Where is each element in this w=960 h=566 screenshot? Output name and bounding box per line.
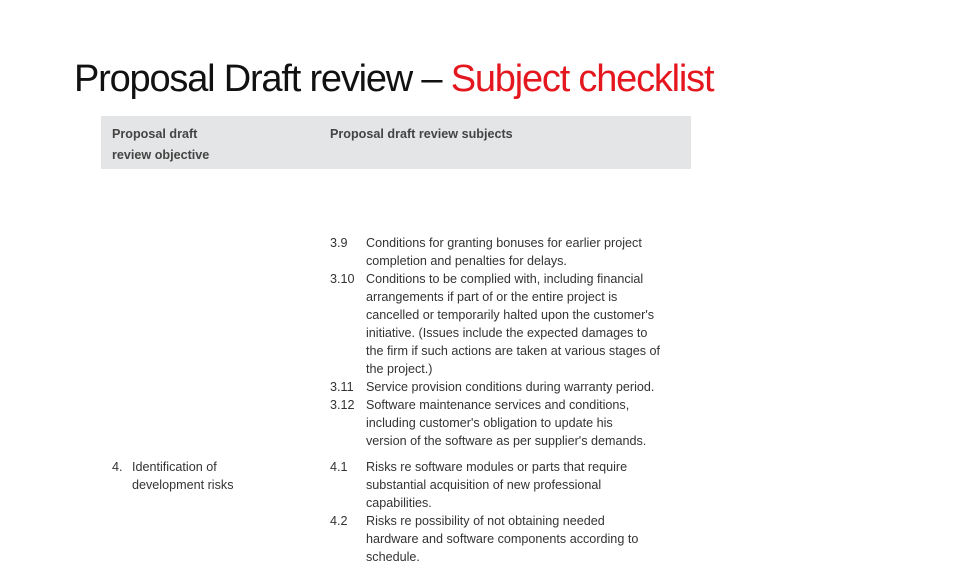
table-body [101, 169, 691, 564]
subject-text [366, 378, 692, 396]
subject-line: Service provision conditions during warranty period. [366, 380, 655, 394]
subject-line: including customer's obligation to update his [366, 416, 613, 430]
subject-number: 4.2 [330, 514, 348, 528]
header-objective-line2: review objective [112, 148, 210, 162]
subject-number: 3.11 [330, 380, 354, 394]
subject-line: Conditions for granting bonuses for earlier project [366, 236, 642, 250]
subject-line: the project.) [366, 362, 433, 376]
subject-line: hardware and software components according to [366, 532, 639, 546]
subject-line: Software maintenance services and conditions, [366, 398, 630, 412]
subject-line: the firm if such actions are taken at various stages of [366, 344, 660, 358]
subject-number: 3.12 [330, 398, 355, 412]
subject-text [366, 396, 692, 450]
header-objective-line1: Proposal draft [112, 127, 198, 141]
subject-line: completion and penalties for delays. [366, 254, 567, 268]
title-accent: Subject checklist [450, 58, 714, 100]
objective-number: 4. [112, 460, 123, 474]
subject-number: 3.10 [330, 272, 355, 286]
table-header [101, 116, 691, 169]
header-objective [112, 124, 292, 166]
subject-line: substantial acquisition of new professional [366, 478, 602, 492]
subject-line: Risks re possibility of not obtaining needed [366, 514, 605, 528]
subject-line: Risks re software modules or parts that require [366, 460, 628, 474]
subject-line: cancelled or temporarily halted upon the customer's [366, 308, 655, 322]
subject-line: schedule. [366, 550, 420, 564]
subject-text [366, 234, 692, 270]
subject-line: capabilities. [366, 496, 432, 510]
header-subjects: Proposal draft review subjects [330, 127, 513, 141]
subject-number: 4.1 [330, 460, 348, 474]
slide-title [74, 56, 713, 102]
subject-text [366, 458, 692, 512]
objective-line2: development risks [132, 478, 234, 492]
objective-text [132, 458, 282, 494]
checklist-table [101, 116, 691, 564]
subject-line: version of the software as per supplier's demands. [366, 434, 647, 448]
subject-line: initiative. (Issues include the expected damages to [366, 326, 648, 340]
subject-text [366, 270, 692, 378]
objective-line1: Identification of [132, 460, 217, 474]
title-main: Proposal Draft review – [74, 58, 451, 100]
subject-text [366, 512, 692, 566]
subject-line: arrangements if part of or the entire project is [366, 290, 618, 304]
subject-line: Conditions to be complied with, including financial [366, 272, 644, 286]
subject-number: 3.9 [330, 236, 348, 250]
